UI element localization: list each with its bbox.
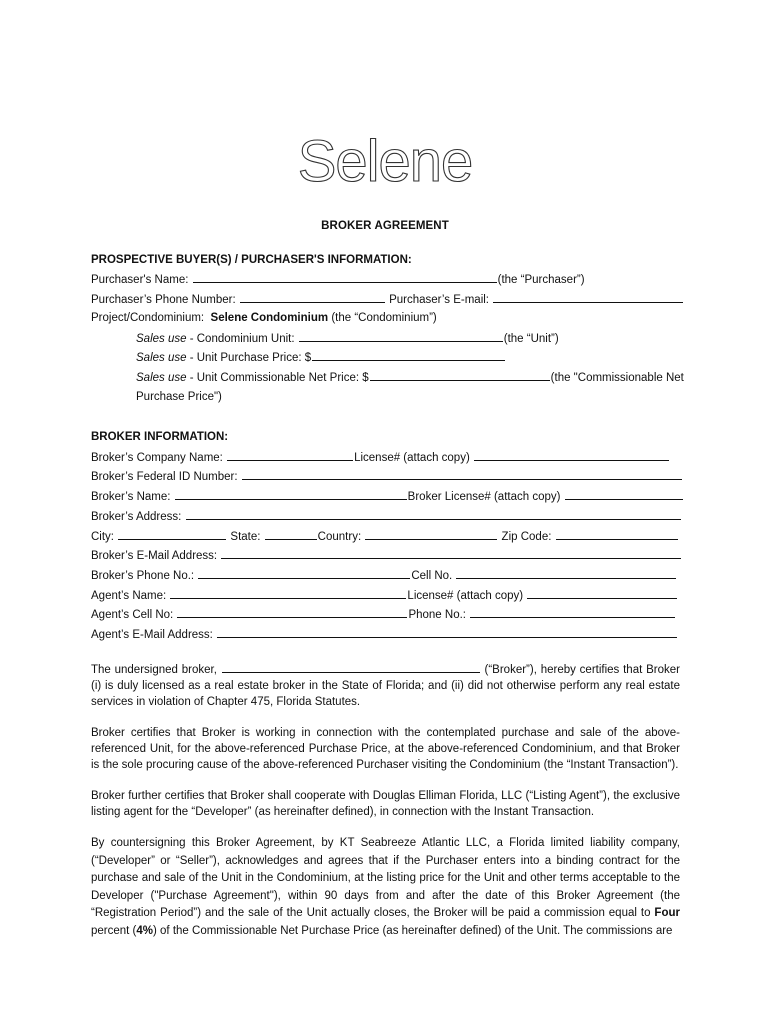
agent-name-field[interactable] bbox=[170, 588, 406, 599]
broker-address-field[interactable] bbox=[186, 509, 681, 520]
project-suffix: (the “Condominium”) bbox=[331, 312, 437, 324]
purchaser-name-suffix: (the “Purchaser”) bbox=[497, 274, 585, 286]
zip-label: Zip Code: bbox=[501, 531, 552, 543]
broker-phone-label: Broker’s Phone No.: bbox=[91, 570, 195, 582]
document-title: BROKER AGREEMENT bbox=[321, 220, 449, 232]
sales-use-label: Sales use bbox=[136, 372, 187, 384]
broker-license-number-field[interactable] bbox=[565, 489, 683, 500]
sales-use-label: Sales use bbox=[136, 352, 187, 364]
agent-phone-label: Phone No.: bbox=[408, 609, 466, 621]
project-label: Project/Condominium: bbox=[91, 312, 205, 324]
city-field[interactable] bbox=[118, 529, 226, 540]
broker-email-label: Broker’s E-Mail Address: bbox=[91, 550, 218, 562]
broker-company-field[interactable] bbox=[227, 450, 353, 461]
net-price-field[interactable] bbox=[370, 370, 550, 381]
purchaser-email-label: Purchaser’s E-mail: bbox=[389, 294, 490, 306]
p4-start: By countersigning this Broker Agreement, by KT Seabreeze Atlantic LLC, a Florida limited liability company, (“Developer” or “Seller”), acknowledges and agrees that if the Purchaser enters into a binding contract for the purchase and sale of the Unit in the Condominium, at the listing price for the Unit and other terms acceptable to the Developer ("Purchase Agreement"), within 90 days from and after the date of this Broker Agreement (the “Registration Period”) and the sale of the Unit actually closes, the Broker will be paid a commission equal to bbox=[91, 837, 680, 919]
broker-license-label-2: Broker License# (attach copy) bbox=[407, 491, 561, 503]
undersigned-broker-field[interactable] bbox=[222, 662, 480, 673]
broker-license-label: License# (attach copy) bbox=[354, 452, 470, 464]
purchaser-name-field[interactable] bbox=[193, 272, 497, 283]
agent-name-label: Agent’s Name: bbox=[91, 590, 167, 602]
city-label: City: bbox=[91, 531, 114, 543]
p1-rest: (“Broker”), hereby certifies that Broker (i) is duly licensed as a real estate broker in the State of Florida; and (ii) did not otherwise perform any real estate services in violation of Chapter 475, Florida Statutes. bbox=[91, 664, 680, 709]
unit-suffix: (the “Unit”) bbox=[503, 333, 559, 345]
agent-license-field[interactable] bbox=[527, 588, 677, 599]
broker-name-field[interactable] bbox=[175, 489, 407, 500]
purchaser-contact-line bbox=[91, 292, 684, 307]
selene-logo bbox=[285, 126, 485, 196]
broker-license-field[interactable] bbox=[474, 450, 669, 461]
zip-field[interactable] bbox=[556, 529, 678, 540]
sales-use-label: Sales use bbox=[136, 333, 187, 345]
broker-email-field[interactable] bbox=[221, 548, 681, 559]
agent-license-label: License# (attach copy) bbox=[407, 590, 524, 602]
agent-cell-field[interactable] bbox=[177, 607, 407, 618]
state-label: State: bbox=[230, 531, 261, 543]
net-price-suffix-2: Purchase Price") bbox=[136, 391, 222, 403]
unit-field[interactable] bbox=[299, 331, 503, 342]
broker-company-line bbox=[91, 450, 670, 465]
paragraph-procuring-cause: Broker certifies that Broker is working in connection with the contemplated purchase and sale of the above-referenced Unit, for the above-referenced Purchase Price, at the above-referenced Condominium, and that Broker is the sole procuring cause of the above-referenced Purchaser visiting the Condominium (the “Instant Transaction”). bbox=[91, 727, 680, 772]
p4-four: Four bbox=[654, 907, 680, 919]
project-value: Selene Condominium bbox=[210, 312, 329, 324]
broker-address-label: Broker’s Address: bbox=[91, 511, 182, 523]
agent-email-field[interactable] bbox=[217, 627, 677, 638]
logo-wordmark: Selene bbox=[297, 129, 473, 194]
price-label: - Unit Purchase Price: $ bbox=[189, 352, 312, 364]
broker-name-line bbox=[91, 489, 684, 504]
agent-cell-line bbox=[91, 607, 676, 622]
purchaser-phone-label: Purchaser’s Phone Number: bbox=[91, 294, 236, 306]
net-price-line bbox=[136, 370, 684, 385]
agent-email-label: Agent’s E-Mail Address: bbox=[91, 629, 213, 641]
agent-email-line bbox=[91, 627, 678, 642]
purchaser-name-line bbox=[91, 272, 585, 287]
state-field[interactable] bbox=[265, 529, 317, 540]
broker-name-label: Broker’s Name: bbox=[91, 491, 171, 503]
p4-pct: 4% bbox=[136, 924, 154, 937]
agent-phone-field[interactable] bbox=[470, 607, 675, 618]
agent-cell-label: Agent’s Cell No: bbox=[91, 609, 174, 621]
purchaser-name-label: Purchaser's Name: bbox=[91, 274, 189, 286]
purchaser-phone-field[interactable] bbox=[240, 292, 385, 303]
broker-phone-line bbox=[91, 568, 677, 583]
broker-federal-id-line bbox=[91, 469, 683, 484]
p1-start: The undersigned broker, bbox=[91, 664, 217, 676]
paragraph-commission bbox=[91, 835, 680, 940]
agent-name-line bbox=[91, 588, 678, 603]
net-price-label: - Unit Commissionable Net Price: $ bbox=[189, 372, 369, 384]
price-field[interactable] bbox=[312, 350, 505, 361]
broker-company-label: Broker’s Company Name: bbox=[91, 452, 223, 464]
country-field[interactable] bbox=[365, 529, 497, 540]
broker-federal-id-label: Broker’s Federal ID Number: bbox=[91, 471, 238, 483]
project-line bbox=[91, 311, 437, 325]
p4-mid1: percent ( bbox=[91, 924, 137, 937]
purchaser-email-field[interactable] bbox=[493, 292, 683, 303]
broker-federal-id-field[interactable] bbox=[242, 469, 682, 480]
broker-email-line bbox=[91, 548, 682, 563]
price-line bbox=[136, 350, 506, 365]
country-label: Country: bbox=[317, 531, 362, 543]
broker-heading: BROKER INFORMATION: bbox=[91, 431, 229, 443]
broker-cell-field[interactable] bbox=[456, 568, 676, 579]
broker-phone-field[interactable] bbox=[198, 568, 410, 579]
unit-line bbox=[136, 331, 559, 346]
broker-cell-label: Cell No. bbox=[411, 570, 453, 582]
paragraph-cooperation: Broker further certifies that Broker shall cooperate with Douglas Elliman Florida, LLC (“Listing Agent”), the exclusive listing agent for the “Developer” (as hereinafter defined), in connection with the Instant Transaction. bbox=[91, 790, 680, 819]
paragraph-broker-certification bbox=[91, 662, 680, 711]
broker-address-line bbox=[91, 509, 682, 524]
purchaser-heading: PROSPECTIVE BUYER(S) / PURCHASER'S INFORMATION: bbox=[91, 254, 412, 266]
net-price-suffix: (the "Commissionable Net bbox=[550, 372, 684, 384]
unit-label: - Condominium Unit: bbox=[189, 333, 295, 345]
broker-location-line bbox=[91, 529, 679, 544]
p4-end: ) of the Commissionable Net Purchase Price (as hereinafter defined) of the Unit. The commissions are bbox=[153, 924, 673, 937]
